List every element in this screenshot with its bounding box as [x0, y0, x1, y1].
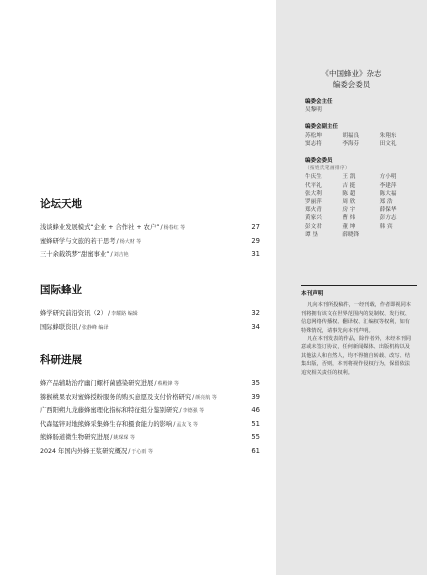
board-member: 周 欣	[342, 199, 356, 206]
board-member: 吉 挺	[342, 182, 356, 189]
entry-page: 31	[251, 250, 260, 258]
board-member: 薛保华	[379, 207, 397, 214]
editorial-sidebar	[276, 0, 427, 575]
board-member: 陈 超	[342, 190, 356, 197]
entry-separator: /	[154, 380, 157, 387]
entry-author: 孟友飞 等	[176, 421, 198, 428]
entry-separator: /	[107, 310, 111, 317]
toc-entry[interactable]	[40, 323, 260, 337]
group-label: 编委会委员	[305, 158, 333, 165]
group-names	[305, 106, 415, 114]
board-member: 胡福良	[342, 132, 360, 139]
toc-entry[interactable]	[40, 309, 260, 323]
entry-title: 猕猴桃果农对蜜蜂授粉服务的购买意愿及支付价格研究	[40, 393, 192, 401]
toc-entry[interactable]	[40, 379, 260, 393]
board-member: 薛晓锋	[342, 231, 360, 238]
board-member: 郑 浩	[379, 199, 393, 206]
notice-title: 本刊声明	[301, 291, 324, 297]
notice-paragraph: 凡向本刊所投稿件，一经刊载，作者即视同本刊将拥有该文在世界范围内的复制权、发行权、信息网络传播权、翻译权、汇编权等权利，如有特殊情况，请事先向本刊声明。	[301, 302, 411, 334]
entry-separator: /	[160, 224, 163, 231]
group-note: （按姓氏笔画排序）	[305, 166, 350, 172]
entry-title: 熊蜂肠道微生物研究进展	[40, 434, 110, 441]
entry-page: 34	[251, 322, 260, 331]
toc-section-international	[40, 282, 260, 336]
board-member: 彭方志	[379, 215, 397, 222]
toc-entry[interactable]	[40, 420, 260, 434]
entry-separator: /	[116, 237, 119, 245]
toc-entry[interactable]	[40, 223, 260, 237]
entry-author: 李德强 等	[182, 408, 205, 414]
entry-author: 杨春红 等	[163, 225, 186, 231]
entry-author: 蔡殿锋 等	[157, 381, 180, 387]
toc-entry[interactable]	[40, 250, 260, 264]
entry-title: 浅谈蜂业发展模式“企业 + 合作社 + 农户”	[40, 224, 160, 231]
entry-author: 姚琛琛 等	[113, 435, 135, 441]
board-member: 房 宇	[342, 207, 356, 214]
board-member: 王 凯	[342, 174, 356, 181]
entry-separator: /	[78, 323, 81, 331]
entry-page: 39	[251, 392, 260, 401]
copyright-notice	[301, 290, 412, 377]
entry-title: 国际蜂联资讯	[40, 323, 78, 331]
board-member: 张大利	[305, 190, 322, 197]
board-member: 黄家兴	[305, 215, 322, 222]
toc-entry[interactable]	[40, 447, 260, 461]
entry-title: 蜜蜂研学与文旅的若干思考	[40, 237, 116, 245]
entry-title: 蜂学研究前沿资讯（2）	[40, 310, 107, 317]
entry-title: 代森锰锌对地熊蜂采集蜂生存和摄食能力的影响	[40, 420, 173, 428]
board-member: 朱翔东	[379, 132, 397, 139]
board-member: 彭文君	[305, 223, 322, 230]
journal-title-line1: 《中国蜂业》杂志	[321, 69, 382, 78]
entry-separator: /	[110, 434, 113, 441]
board-member: 谭 垦	[305, 231, 318, 238]
entry-title: 2024 年国内外蜂王浆研究概况	[40, 447, 128, 455]
entry-title: 三十余载筑梦“甜蜜事业”	[40, 251, 110, 258]
entry-page: 32	[251, 309, 260, 317]
entry-separator: /	[128, 447, 131, 455]
board-member: 代平礼	[305, 182, 322, 189]
group-label: 编委会主任	[305, 99, 333, 105]
board-group-members	[305, 157, 415, 239]
board-member: 吴黎明	[305, 107, 322, 114]
board-group-vice-director	[305, 123, 415, 148]
section-title: 论坛天地	[40, 198, 82, 210]
entry-page: 61	[251, 446, 260, 455]
board-member: 苏松坤	[305, 132, 322, 139]
entry-page: 27	[251, 223, 260, 231]
entry-page: 55	[251, 433, 260, 441]
board-member: 陈大福	[379, 190, 397, 197]
board-member: 罗丽萍	[305, 199, 322, 206]
toc-entry[interactable]	[40, 393, 260, 407]
entry-author: 刘吉艳	[113, 252, 129, 258]
board-member: 田文礼	[379, 140, 397, 147]
group-label: 编委会副主任	[305, 124, 339, 131]
board-member: 郑火青	[305, 207, 322, 214]
entry-page: 29	[251, 236, 260, 245]
entry-separator: /	[179, 407, 182, 414]
entry-author: 杨大财 等	[119, 238, 142, 245]
toc-entry[interactable]	[40, 406, 260, 420]
entry-author: 颜亮航 等	[195, 394, 217, 401]
entry-author: 于心雨 等	[131, 448, 154, 455]
journal-title	[276, 68, 427, 90]
board-group-director	[305, 98, 415, 114]
entry-title: 蜂产品辅助治疗幽门螺杆菌感染研究进展	[40, 380, 154, 387]
board-member: 窦志将	[305, 140, 322, 147]
board-member: 方小明	[379, 174, 397, 181]
section-title: 国际蜂业	[40, 284, 82, 296]
entry-page: 46	[251, 406, 260, 414]
editorial-board	[305, 98, 415, 248]
entry-page: 35	[251, 379, 260, 387]
entry-author: 李耀路 编辑	[111, 311, 138, 317]
notice-divider	[301, 285, 417, 286]
toc-section-research	[40, 352, 260, 460]
notice-paragraph: 凡在本刊发表的作品，除作者外，未经本刊同意或未签订协议，任何新闻媒体、出版机构以及其他法人和自然人，均不得擅自转载、改写、结集出版，否则，本刊将视作侵权行为，保留依法追究相关责任的权利。	[301, 336, 411, 376]
toc-entry[interactable]	[40, 433, 260, 447]
entry-separator: /	[173, 420, 176, 428]
board-member: 李建萍	[379, 182, 397, 189]
board-member: 牛庆生	[305, 174, 322, 181]
board-member: 韩 宾	[379, 223, 393, 230]
entry-author: 张静峰 编译	[81, 324, 109, 331]
section-title: 科研进展	[40, 354, 82, 366]
group-names	[305, 173, 415, 239]
entry-title: 广西阳朔九龙藤蜂蜜理化指标和特征组分鉴别研究	[40, 407, 179, 414]
board-member: 李海芬	[342, 140, 360, 147]
toc-section-forum	[40, 196, 260, 264]
group-names	[305, 132, 415, 148]
entry-page: 51	[251, 419, 260, 428]
board-member: 曹 炜	[342, 215, 356, 222]
entry-separator: /	[192, 393, 195, 401]
entry-separator: /	[110, 251, 113, 258]
toc-entry[interactable]	[40, 237, 260, 251]
board-member: 董 坤	[342, 223, 356, 230]
journal-title-line2: 编委会委员	[332, 80, 371, 89]
